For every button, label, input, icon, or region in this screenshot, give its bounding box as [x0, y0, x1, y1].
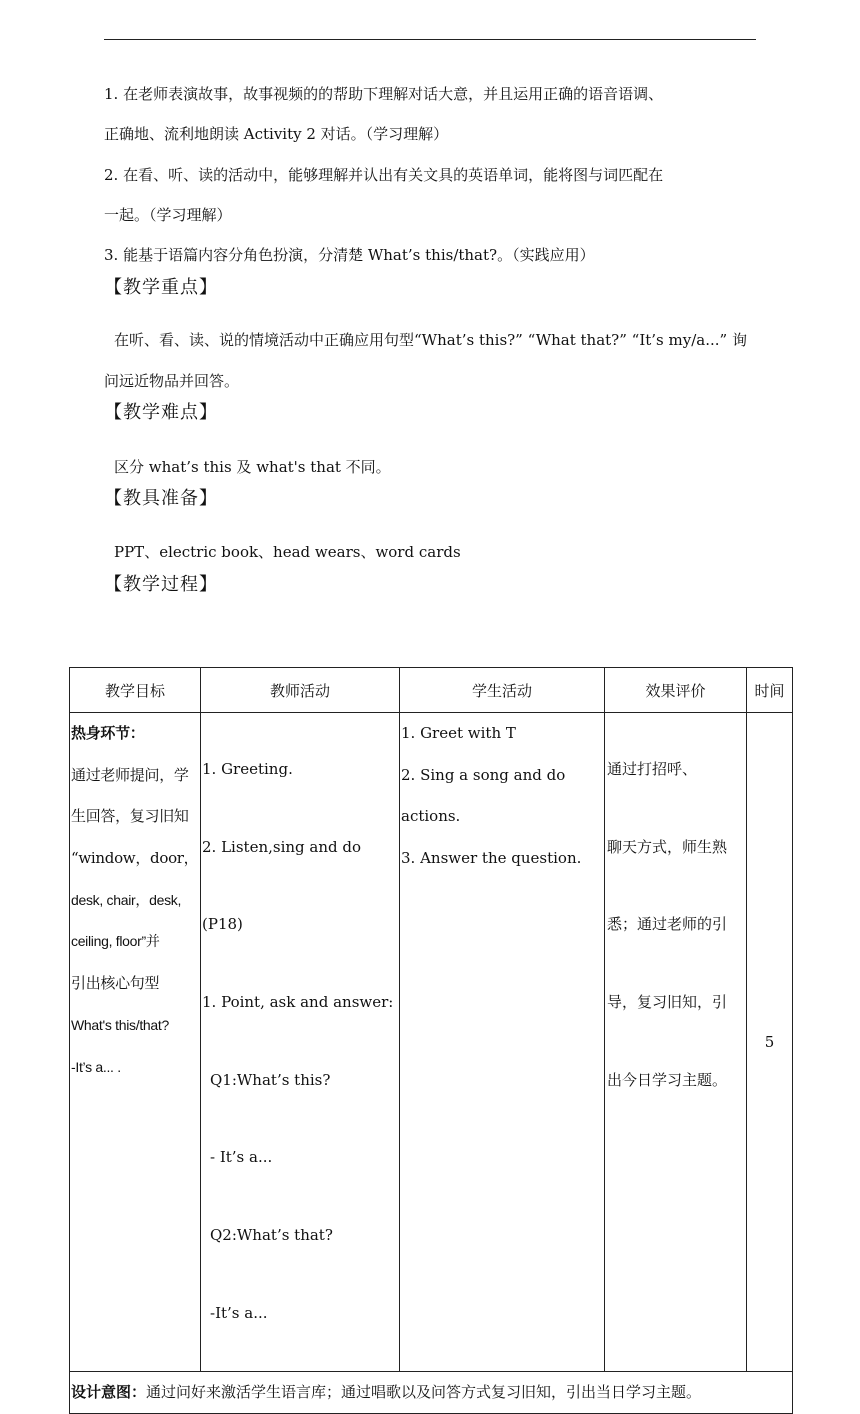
objective-line-4: 一起。（学习理解） [104, 206, 232, 224]
goal-line: 引出核心句型 [71, 974, 160, 993]
goal-cell [70, 713, 201, 1372]
goal-line: -It’s a... . [71, 1058, 121, 1075]
table-row [70, 713, 793, 1372]
header-teacher-activity: 教师活动 [201, 668, 400, 713]
teacher-activity-cell [201, 713, 400, 1372]
materials-line: PPT、electric book、head wears、word cards [114, 543, 461, 561]
design-row [70, 1371, 793, 1413]
evaluation-line: 悉；通过老师的引 [607, 915, 728, 934]
objective-line-2: 正确地、流利地朗读 Activity 2 对话。（学习理解） [104, 125, 449, 143]
goal-title: 热身环节： [71, 724, 145, 742]
goal-line: 生回答，复习旧知 [71, 807, 189, 826]
student-activity-line: 1. Greet with T [401, 724, 516, 742]
teacher-activity-line: Q2:What’s that? [210, 1226, 333, 1245]
key-points-line-1: 在听、看、读、说的情境活动中正确应用句型“What’s this?” “What that?” “It’s my/a...” 询 [114, 331, 747, 349]
process-table [69, 667, 793, 1414]
difficulties-heading: 【教学难点】 [104, 402, 218, 423]
teacher-activity-line: 2. Listen,sing and do [202, 837, 362, 856]
evaluation-cell [605, 713, 747, 1372]
teacher-activity-line: 1. Greeting. [202, 760, 293, 778]
design-intent-cell [70, 1371, 793, 1413]
student-activity-line: 2. Sing a song and do [401, 765, 566, 784]
teacher-activity-line: Q1:What’s this? [210, 1070, 331, 1089]
teacher-activity-line: - It’s a... [210, 1148, 273, 1167]
design-intent-text: 通过问好来激活学生语言库；通过唱歌以及问答方式复习旧知，引出当日学习主题。 [146, 1382, 702, 1401]
goal-line: ceiling, floor”并 [71, 933, 160, 950]
time-cell: 5 [747, 713, 793, 1372]
evaluation-line: 导，复习旧知，引 [607, 993, 728, 1012]
difficulties-line: 区分 what’s this 及 what's that 不同。 [114, 458, 391, 476]
design-intent-label: 设计意图： [71, 1382, 147, 1401]
student-activity-line: 3. Answer the question. [401, 849, 582, 868]
objective-line-3: 2. 在看、听、读的活动中，能够理解并认出有关文具的英语单词，能将图与词匹配在 [104, 166, 664, 184]
header-student-activity: 学生活动 [400, 668, 605, 713]
table-header-row [70, 668, 793, 713]
student-activity-line: actions. [401, 807, 461, 826]
goal-line: desk, chair，desk, [71, 891, 182, 908]
teacher-activity-line: (P18) [202, 915, 243, 934]
header-rule [104, 39, 756, 40]
header-evaluation: 效果评价 [605, 668, 747, 713]
header-time: 时间 [747, 668, 793, 713]
goal-line: 通过老师提问，学 [71, 765, 189, 784]
evaluation-line: 出今日学习主题。 [607, 1070, 728, 1089]
header-goal: 教学目标 [70, 668, 201, 713]
evaluation-line: 聊天方式，师生熟 [607, 837, 728, 856]
teacher-activity-line: 1. Point, ask and answer: [202, 993, 394, 1012]
goal-line: What's this/that? [71, 1016, 169, 1033]
goal-line: “window，door， [71, 849, 199, 868]
process-heading: 【教学过程】 [104, 574, 218, 595]
objective-line-1: 1. 在老师表演故事，故事视频的的帮助下理解对话大意，并且运用正确的语音语调、 [104, 85, 664, 103]
teacher-activity-line: -It’s a... [210, 1303, 268, 1322]
key-points-heading: 【教学重点】 [104, 277, 218, 298]
evaluation-line: 通过打招呼、 [607, 760, 698, 778]
key-points-line-2: 问远近物品并回答。 [104, 372, 240, 390]
materials-heading: 【教具准备】 [104, 488, 218, 509]
student-activity-cell [400, 713, 605, 1372]
objective-line-5: 3. 能基于语篇内容分角色扮演，分清楚 What’s this/that?。（实践应用） [104, 246, 595, 264]
